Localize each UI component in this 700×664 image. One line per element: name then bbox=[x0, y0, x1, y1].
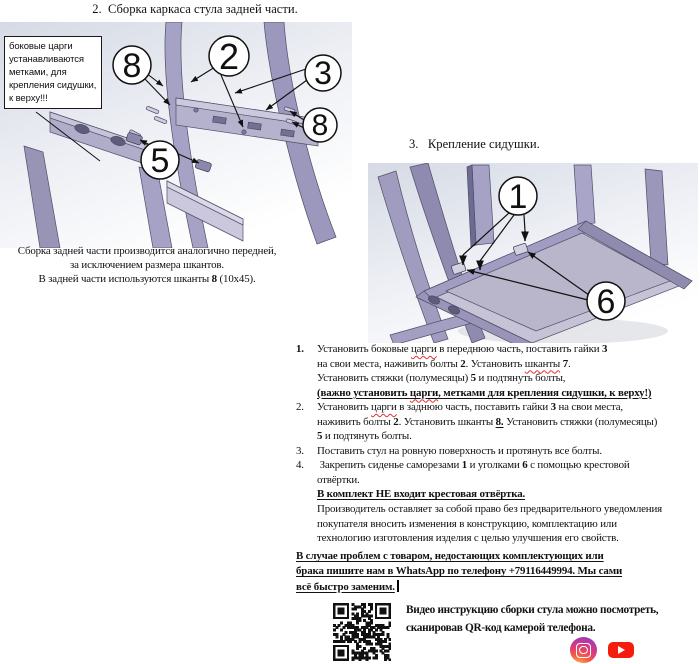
text-line: 5 и подтянуть болты. bbox=[317, 430, 412, 443]
text-line: сканировав QR-код камерой телефона. bbox=[406, 621, 596, 634]
instagram-icon bbox=[570, 637, 597, 663]
step-number: 4. bbox=[296, 459, 304, 472]
section3-heading: 3. Крепление сидушки. bbox=[409, 137, 540, 151]
step-item bbox=[296, 342, 700, 400]
play-glyph bbox=[618, 646, 625, 654]
svg-text:6: 6 bbox=[596, 283, 616, 321]
section2-heading: 2. Сборка каркаса стула задней части. bbox=[92, 2, 298, 16]
text-line: брака пишите нам в WhatsApp по телефону +79116449994. Мы сами bbox=[296, 565, 623, 578]
text-line: Установить стяжки (полумесяцы) 5 и подтянуть болты, bbox=[317, 372, 566, 385]
svg-text:3: 3 bbox=[314, 55, 332, 91]
step-number: 1. bbox=[296, 343, 304, 355]
back-frame-caption bbox=[0, 244, 294, 287]
contact-note bbox=[296, 549, 622, 595]
step-item bbox=[296, 400, 700, 444]
text-line: на свои места, наживить болты 2. Установить шканты 7. bbox=[317, 357, 571, 370]
step-text bbox=[317, 458, 662, 545]
text-line: Установить боковые царги в переднюю часть, поставить гайки 3 bbox=[317, 343, 608, 355]
text-line: технологию изготовления изделия с целью улучшения его свойств. bbox=[317, 532, 619, 545]
text-line: В случае проблем с товаром, недостающих комплектующих или bbox=[296, 550, 604, 562]
svg-text:1: 1 bbox=[508, 178, 528, 216]
text-line: В задней части используются шканты 8 (10x45). bbox=[38, 273, 256, 286]
youtube-icon bbox=[608, 642, 634, 658]
step-text bbox=[317, 342, 651, 400]
step-text bbox=[317, 444, 602, 459]
text-line: Видео инструкцию сборки стула можно посмотреть, bbox=[406, 604, 659, 616]
text-line: (важно установить царги, метками для крепления сидушки, к верху!) bbox=[317, 386, 652, 399]
step-text bbox=[317, 400, 657, 444]
text-line: В комплект НЕ входит крестовая отвёртка. bbox=[317, 488, 526, 501]
svg-text:8: 8 bbox=[311, 109, 329, 142]
side-rail-note-box: боковые царги устанавливаются метками, для крепления сидушки, к верху!!! bbox=[4, 36, 102, 109]
step-item bbox=[296, 444, 700, 459]
step-item bbox=[296, 458, 700, 545]
text-line: отвёртки. bbox=[317, 473, 360, 486]
step-number: 2. bbox=[296, 401, 304, 414]
seat-fastening-diagram bbox=[368, 163, 698, 343]
video-note bbox=[406, 602, 658, 637]
text-cursor bbox=[397, 580, 400, 592]
step-number: 3. bbox=[296, 444, 304, 457]
svg-text:8: 8 bbox=[122, 47, 142, 85]
assembly-steps-list bbox=[296, 342, 700, 546]
text-line: всё быстро заменим. bbox=[296, 580, 622, 595]
text-line: покупателя вносить изменения в конструкцию, комплектацию или bbox=[317, 517, 617, 530]
svg-text:2: 2 bbox=[218, 36, 240, 77]
text-line: за исключением размера шкантов. bbox=[70, 259, 224, 272]
svg-text:5: 5 bbox=[150, 142, 170, 180]
qr-code bbox=[333, 603, 391, 661]
camera-glyph bbox=[576, 643, 591, 658]
text-line: Сборка задней части производится аналогично передней, bbox=[17, 245, 277, 257]
text-line: наживить болты 2. Установить шканты 8. Установить стяжки (полумесяцы) bbox=[317, 415, 658, 428]
text-line: Производитель оставляет за собой право без предварительного уведомления bbox=[317, 503, 663, 516]
text-line: Поставить стул на ровную поверхность и протянуть все болты. bbox=[317, 444, 602, 457]
text-line: Установить царги в заднюю часть, поставить гайки 3 на свои места, bbox=[317, 401, 623, 414]
text-line: Закрепить сиденье саморезами 1 и уголками 6 с помощью крестовой bbox=[317, 459, 630, 472]
